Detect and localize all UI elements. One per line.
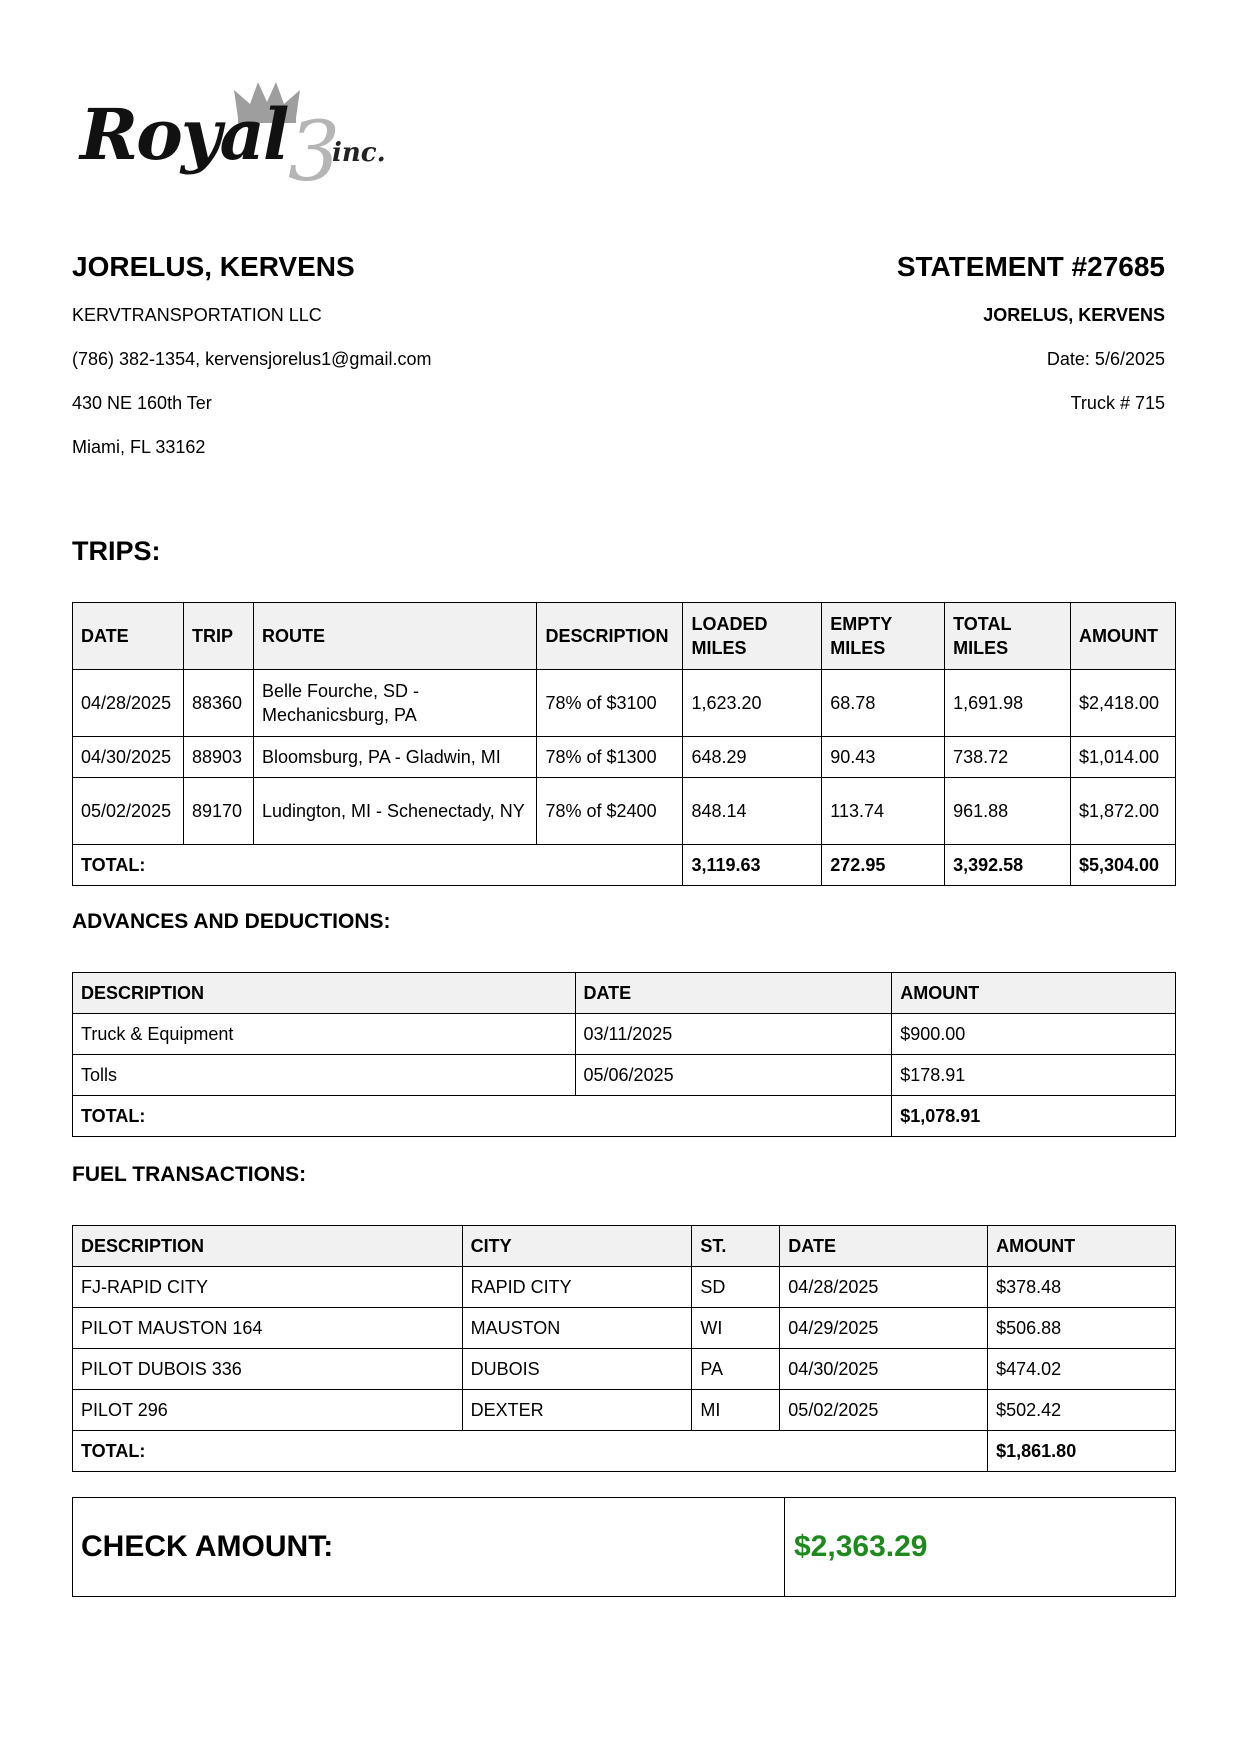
col-header-route: ROUTE	[253, 603, 537, 670]
fuel-table	[72, 1225, 1176, 1472]
col-header-description: DESCRIPTION	[73, 1226, 463, 1267]
table-row	[73, 1055, 1176, 1096]
cell-date: 05/02/2025	[780, 1390, 988, 1431]
statement-truck: Truck # 715	[1070, 393, 1165, 413]
cell-route: Belle Fourche, SD - Mechanicsburg, PA	[253, 670, 537, 737]
cell-date: 04/28/2025	[780, 1267, 988, 1308]
table-row	[73, 670, 1176, 737]
check-amount-value: $2,363.29	[794, 1530, 928, 1563]
statement-name: JORELUS, KERVENS	[983, 305, 1165, 325]
cell-trip: 88360	[183, 670, 253, 737]
cell-city: DUBOIS	[462, 1349, 692, 1390]
total-label: TOTAL:	[73, 845, 683, 886]
col-header-empty-miles: EMPTY MILES	[822, 603, 945, 670]
table-row	[73, 737, 1176, 778]
col-header-amount: AMOUNT	[1070, 603, 1175, 670]
cell-description: 78% of $2400	[537, 778, 683, 845]
fuel-heading: FUEL TRANSACTIONS:	[72, 1163, 307, 1186]
col-header-description: DESCRIPTION	[73, 973, 576, 1014]
cell-amount: $502.42	[988, 1390, 1176, 1431]
check-divider	[784, 1498, 785, 1596]
cell-amount: $178.91	[892, 1055, 1176, 1096]
cell-date: 04/30/2025	[780, 1349, 988, 1390]
total-row	[73, 1096, 1176, 1137]
cell-amount: $1,014.00	[1070, 737, 1175, 778]
cell-loaded-miles: 1,623.20	[683, 670, 822, 737]
cell-date: 04/29/2025	[780, 1308, 988, 1349]
cell-description: PILOT MAUSTON 164	[73, 1308, 463, 1349]
statement-title: STATEMENT #27685	[896, 251, 1165, 282]
cell-empty-miles: 90.43	[822, 737, 945, 778]
cell-trip: 88903	[183, 737, 253, 778]
col-header-date: DATE	[73, 603, 184, 670]
cell-state: SD	[692, 1267, 780, 1308]
total-empty-miles: 272.95	[822, 845, 945, 886]
table-row	[73, 1308, 1176, 1349]
cell-description: Truck & Equipment	[73, 1014, 576, 1055]
table-header-row	[73, 603, 1176, 670]
driver-name: JORELUS, KERVENS	[72, 251, 355, 282]
table-row	[73, 1390, 1176, 1431]
cell-amount: $506.88	[988, 1308, 1176, 1349]
cell-state: WI	[692, 1308, 780, 1349]
cell-trip: 89170	[183, 778, 253, 845]
cell-amount: $1,872.00	[1070, 778, 1175, 845]
cell-loaded-miles: 648.29	[683, 737, 822, 778]
cell-description: PILOT 296	[73, 1390, 463, 1431]
driver-address-line2: Miami, FL 33162	[72, 437, 206, 457]
driver-company: KERVTRANSPORTATION LLC	[72, 305, 322, 325]
cell-loaded-miles: 848.14	[683, 778, 822, 845]
col-header-total-miles: TOTAL MILES	[945, 603, 1071, 670]
cell-city: DEXTER	[462, 1390, 692, 1431]
total-loaded-miles: 3,119.63	[683, 845, 822, 886]
cell-amount: $2,418.00	[1070, 670, 1175, 737]
driver-info	[72, 250, 632, 480]
check-amount-box	[72, 1497, 1176, 1597]
driver-address-line1: 430 NE 160th Ter	[72, 393, 212, 413]
col-header-trip: TRIP	[183, 603, 253, 670]
cell-city: RAPID CITY	[462, 1267, 692, 1308]
cell-description: 78% of $1300	[537, 737, 683, 778]
total-amount: $1,861.80	[988, 1431, 1176, 1472]
col-header-amount: AMOUNT	[892, 973, 1176, 1014]
total-total-miles: 3,392.58	[945, 845, 1071, 886]
total-amount: $5,304.00	[1070, 845, 1175, 886]
table-header-row	[73, 973, 1176, 1014]
total-row	[73, 845, 1176, 886]
col-header-amount: AMOUNT	[988, 1226, 1176, 1267]
cell-state: MI	[692, 1390, 780, 1431]
cell-description: Tolls	[73, 1055, 576, 1096]
cell-date: 05/02/2025	[73, 778, 184, 845]
table-row	[73, 1014, 1176, 1055]
cell-description: 78% of $3100	[537, 670, 683, 737]
cell-state: PA	[692, 1349, 780, 1390]
cell-route: Bloomsburg, PA - Gladwin, MI	[253, 737, 537, 778]
cell-total-miles: 961.88	[945, 778, 1071, 845]
logo-wordmark: Royal	[80, 93, 288, 176]
table-row	[73, 1267, 1176, 1308]
cell-total-miles: 738.72	[945, 737, 1071, 778]
statement-info	[645, 250, 1165, 436]
cell-date: 04/30/2025	[73, 737, 184, 778]
trips-table	[72, 602, 1176, 886]
col-header-date: DATE	[575, 973, 892, 1014]
table-header-row	[73, 1226, 1176, 1267]
cell-amount: $378.48	[988, 1267, 1176, 1308]
cell-city: MAUSTON	[462, 1308, 692, 1349]
cell-description: FJ-RAPID CITY	[73, 1267, 463, 1308]
cell-amount: $474.02	[988, 1349, 1176, 1390]
total-row	[73, 1431, 1176, 1472]
total-label: TOTAL:	[73, 1431, 988, 1472]
table-row	[73, 1349, 1176, 1390]
trips-heading: TRIPS:	[72, 536, 161, 566]
driver-contact: (786) 382-1354, kervensjorelus1@gmail.com	[72, 349, 432, 369]
cell-date: 05/06/2025	[575, 1055, 892, 1096]
table-row	[73, 778, 1176, 845]
col-header-loaded-miles: LOADED MILES	[683, 603, 822, 670]
logo-suffix: inc.	[332, 138, 386, 168]
col-header-description: DESCRIPTION	[537, 603, 683, 670]
cell-empty-miles: 113.74	[822, 778, 945, 845]
cell-route: Ludington, MI - Schenectady, NY	[253, 778, 537, 845]
statement-date: Date: 5/6/2025	[1046, 349, 1165, 369]
check-amount-label: CHECK AMOUNT:	[81, 1530, 334, 1563]
company-logo	[80, 78, 390, 200]
total-amount: $1,078.91	[892, 1096, 1176, 1137]
col-header-city: CITY	[462, 1226, 692, 1267]
cell-amount: $900.00	[892, 1014, 1176, 1055]
cell-date: 03/11/2025	[575, 1014, 892, 1055]
cell-total-miles: 1,691.98	[945, 670, 1071, 737]
cell-date: 04/28/2025	[73, 670, 184, 737]
cell-description: PILOT DUBOIS 336	[73, 1349, 463, 1390]
cell-empty-miles: 68.78	[822, 670, 945, 737]
advances-heading: ADVANCES AND DEDUCTIONS:	[72, 910, 391, 933]
total-label: TOTAL:	[73, 1096, 892, 1137]
col-header-state: ST.	[692, 1226, 780, 1267]
col-header-date: DATE	[780, 1226, 988, 1267]
advances-table	[72, 972, 1176, 1137]
logo-number: 3	[288, 105, 341, 200]
